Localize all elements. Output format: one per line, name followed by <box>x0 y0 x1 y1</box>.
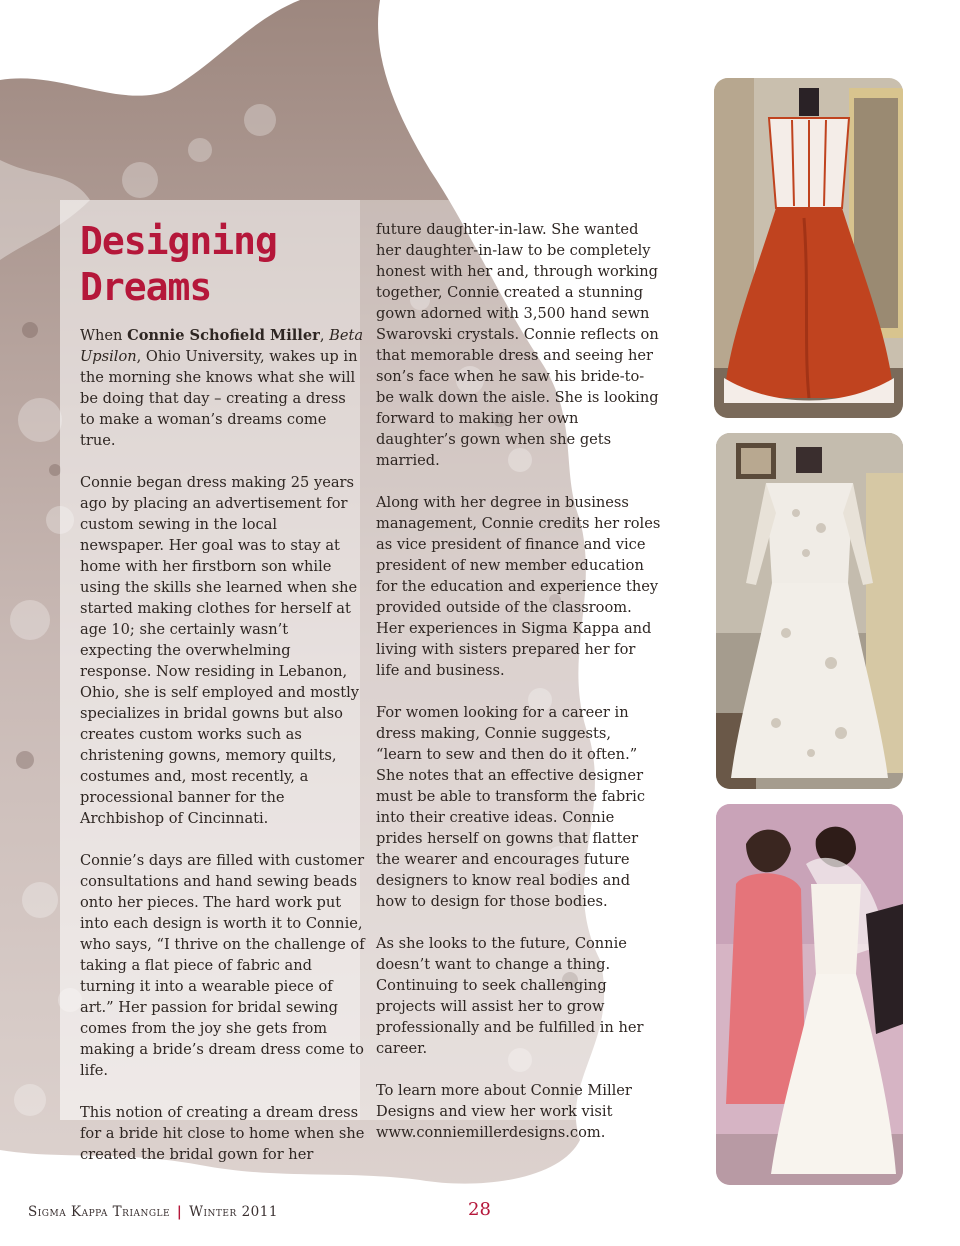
article-title <box>80 218 277 310</box>
body-paragraph: As she looks to the future, Connie doesn’t want to change a thing. Continuing to seek challenging projects will assist her to grow professionally and be fulfilled in her career. <box>376 935 644 1057</box>
body-paragraph: Along with her degree in business management, Connie credits her roles as vice president of finance and vice president of new member education for the education and experience they provided outside of the classroom. Her experiences in Sigma Kappa and living with sisters prepared her for life and business. <box>376 494 661 679</box>
footer-separator: | <box>176 1204 183 1220</box>
body-paragraph: This notion of creating a dream dress for a bride hit close to home when she created the bridal gown for her <box>80 1104 365 1163</box>
body-paragraph: Connie began dress making 25 years ago by placing an advertisement for custom sewing in the local newspaper. Her goal was to stay at home with her firstborn son while using the skills she learned when she started making clothes for herself at age 10; she certainly wasn’t expecting the overwhelming response. Now residing in Lebanon, Ohio, she is self employed and mostly specializes in bridal gowns but also creates custom works such as christening gowns, memory quilts, costumes and, most recently, a processional banner for the Archbishop of Cincinnati. <box>80 474 359 827</box>
intro-paragraph: When Connie Schofield Miller, Beta Upsilon, Ohio University, wakes up in the morning she knows what she will be doing that day – creating a dress to make a woman’s dreams come true. <box>80 327 364 449</box>
body-paragraph: To learn more about Connie Miller Designs and view her work visit www.conniemillerdesigns.com. <box>376 1082 632 1141</box>
chapter-name: Beta Upsilon <box>80 327 364 365</box>
page-number: 28 <box>468 1199 491 1220</box>
body-paragraph: future daughter-in-law. She wanted her daughter-in-law to be completely honest with her and, through working together, Connie created a stunning gown adorned with 3,500 hand sewn Swarovski crystals. Connie reflects on that memorable dress and seeing her son’s face when he saw his bride-to-be walk down the aisle. She is looking forward to making her own daughter’s gown when she gets married. <box>376 221 659 469</box>
page-footer <box>28 1204 278 1220</box>
publication-name: Sigma Kappa Triangle <box>28 1204 171 1220</box>
photo-red-mermaid-gown <box>714 78 903 418</box>
article-column-1 <box>80 325 365 1186</box>
photo-bride-fitting <box>716 804 903 1185</box>
title-line-1: Designing <box>80 219 277 263</box>
body-paragraph: Connie’s days are filled with customer consultations and hand sewing beads onto her pieces. The hard work put into each design is worth it to Connie, who says, “I thrive on the challenge of taking a flat piece of fabric and turning it into a wearable piece of art.” Her passion for bridal sewing comes from the joy she gets from making a bride’s dream dress come to life. <box>80 852 365 1079</box>
issue-date: Winter 2011 <box>189 1204 278 1220</box>
title-line-2: Dreams <box>80 265 212 309</box>
photo-white-lace-gown <box>716 433 903 789</box>
body-paragraph: For women looking for a career in dress making, Connie suggests, “learn to sew and then do it often.” She notes that an effective designer must be able to transform the fabric into their creative ideas. Connie prides herself on gowns that flatter the wearer and encourages future designers to know real bodies and how to design for those bodies. <box>376 704 645 910</box>
subject-name: Connie Schofield Miller <box>127 327 320 344</box>
article-column-2 <box>376 219 661 1164</box>
